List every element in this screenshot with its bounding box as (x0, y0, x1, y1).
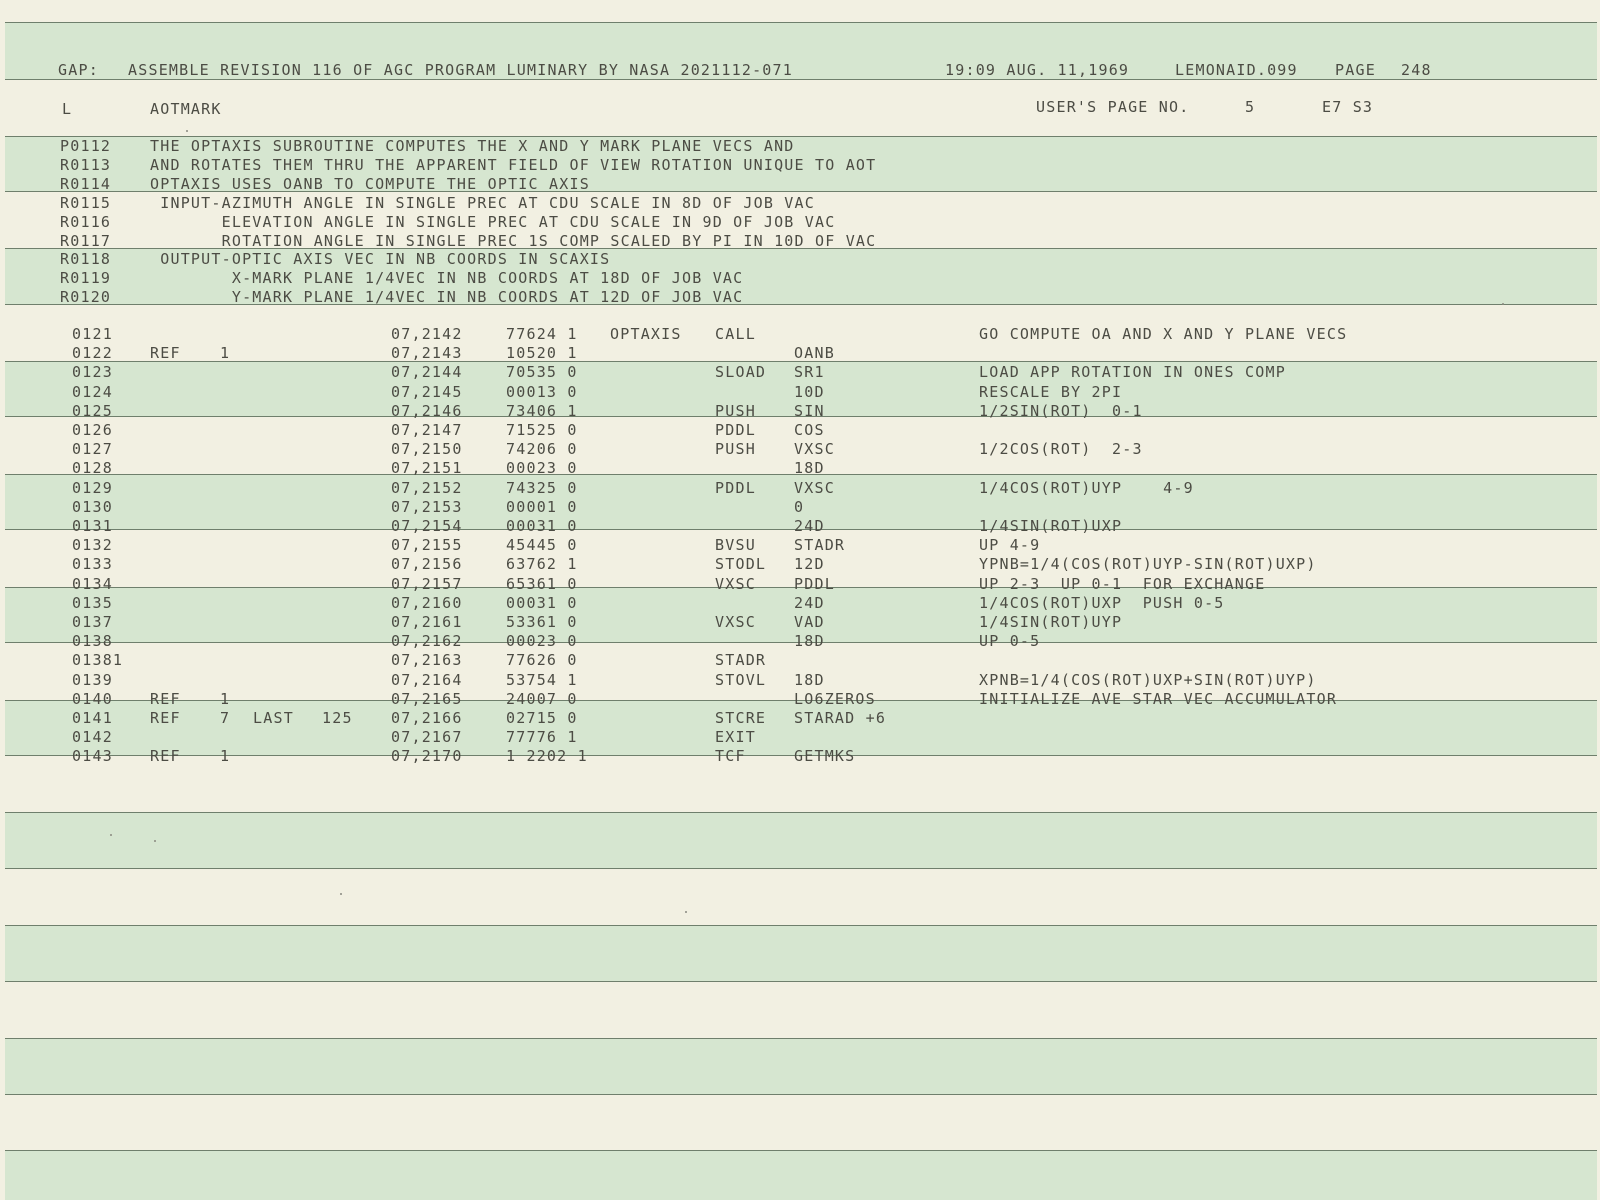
code-line-number: 0122 (72, 344, 113, 362)
code-word: 00031 0 (506, 517, 578, 535)
listing-title: ASSEMBLE REVISION 116 OF AGC PROGRAM LUMINARY BY NASA 2021112-071 (128, 61, 793, 79)
code-last: LAST (253, 709, 294, 727)
code-line-number: 0132 (72, 536, 113, 554)
comment-id: R0120 (60, 288, 112, 306)
code-word: 00023 0 (506, 459, 578, 477)
comment-text: ELEVATION ANGLE IN SINGLE PREC AT CDU SCALE IN 9D OF JOB VAC (150, 213, 836, 231)
code-operand: 24D (794, 517, 825, 535)
comment-text: ROTATION ANGLE IN SINGLE PREC 1S COMP SCALED BY PI IN 10D OF VAC (150, 232, 877, 250)
code-word: 45445 0 (506, 536, 578, 554)
code-word: 1 2202 1 (506, 747, 588, 765)
code-address: 07,2147 (391, 421, 463, 439)
code-address: 07,2165 (391, 690, 463, 708)
code-address: 07,2160 (391, 594, 463, 612)
code-address: 07,2154 (391, 517, 463, 535)
code-address: 07,2167 (391, 728, 463, 746)
code-line-number: 0128 (72, 459, 113, 477)
code-operand: LO6ZEROS (794, 690, 876, 708)
code-operand: SR1 (794, 363, 825, 381)
code-word: 70535 0 (506, 363, 578, 381)
code-operand: 24D (794, 594, 825, 612)
paper-speck (685, 911, 687, 913)
comment-id: R0118 (60, 250, 112, 268)
code-opcode: PUSH (715, 402, 756, 420)
green-band (5, 1038, 1597, 1095)
code-word: 53754 1 (506, 671, 578, 689)
comment-text: Y-MARK PLANE 1/4VEC IN NB COORDS AT 12D OF JOB VAC (150, 288, 744, 306)
code-line-number: 0125 (72, 402, 113, 420)
code-address: 07,2164 (391, 671, 463, 689)
code-comment: 1/4SIN(ROT)UYP (979, 613, 1123, 631)
comment-text: AND ROTATES THEM THRU THE APPARENT FIELD OF VIEW ROTATION UNIQUE TO AOT (150, 156, 877, 174)
code-word: 71525 0 (506, 421, 578, 439)
code-comment: UP 4-9 (979, 536, 1041, 554)
code-word: 63762 1 (506, 555, 578, 573)
code-opcode: PDDL (715, 421, 756, 439)
code-line-number: 0129 (72, 479, 113, 497)
code-word: 77624 1 (506, 325, 578, 343)
section-name: AOTMARK (150, 100, 222, 118)
code-opcode: BVSU (715, 536, 756, 554)
paper-speck (1502, 303, 1504, 305)
code-address: 07,2153 (391, 498, 463, 516)
code-operand: VXSC (794, 479, 835, 497)
code-word: 10520 1 (506, 344, 578, 362)
code-line-number: 0130 (72, 498, 113, 516)
code-opcode: SLOAD (715, 363, 767, 381)
comment-text: X-MARK PLANE 1/4VEC IN NB COORDS AT 18D OF JOB VAC (150, 269, 744, 287)
code-ref-count: 1 (220, 747, 231, 765)
comment-id: R0113 (60, 156, 112, 174)
code-comment: 1/4COS(ROT)UXP PUSH 0-5 (979, 594, 1225, 612)
code-word: 00013 0 (506, 383, 578, 401)
code-line-number: 0143 (72, 747, 113, 765)
code-ref: REF (150, 709, 181, 727)
code-address: 07,2151 (391, 459, 463, 477)
code-line-number: 0123 (72, 363, 113, 381)
code-address: 07,2142 (391, 325, 463, 343)
code-line-number: 0141 (72, 709, 113, 727)
comment-id: P0112 (60, 137, 112, 155)
page-label: PAGE (1335, 61, 1376, 79)
users-page-label: USER'S PAGE NO. (1036, 98, 1190, 116)
code-operand: 18D (794, 671, 825, 689)
code-line-number: 0121 (72, 325, 113, 343)
code-address: 07,2155 (391, 536, 463, 554)
code-word: 65361 0 (506, 575, 578, 593)
code-opcode: STODL (715, 555, 767, 573)
code-comment: 1/2SIN(ROT) 0-1 (979, 402, 1143, 420)
paper-speck (110, 834, 112, 836)
code-line-number: 0135 (72, 594, 113, 612)
code-word: 02715 0 (506, 709, 578, 727)
code-comment: 1/4COS(ROT)UYP 4-9 (979, 479, 1194, 497)
code-comment: 1/2COS(ROT) 2-3 (979, 440, 1143, 458)
code-opcode: STOVL (715, 671, 767, 689)
comment-id: R0119 (60, 269, 112, 287)
code-operand: COS (794, 421, 825, 439)
code-line-number: 0134 (72, 575, 113, 593)
comment-text: OUTPUT-OPTIC AXIS VEC IN NB COORDS IN SCAXIS (150, 250, 611, 268)
code-line-number: 0127 (72, 440, 113, 458)
code-comment: GO COMPUTE OA AND X AND Y PLANE VECS (979, 325, 1348, 343)
code-label: OPTAXIS (610, 325, 682, 343)
gap-label: GAP: (58, 61, 99, 79)
code-line-number: 0131 (72, 517, 113, 535)
code-address: 07,2156 (391, 555, 463, 573)
code-operand: VAD (794, 613, 825, 631)
comment-id: R0117 (60, 232, 112, 250)
code-opcode: STADR (715, 651, 767, 669)
code-address: 07,2157 (391, 575, 463, 593)
code-opcode: PDDL (715, 479, 756, 497)
code-operand: OANB (794, 344, 835, 362)
code-comment: XPNB=1/4(COS(ROT)UXP+SIN(ROT)UYP) (979, 671, 1317, 689)
section-code: E7 S3 (1322, 98, 1374, 116)
code-operand: 18D (794, 459, 825, 477)
code-word: 00001 0 (506, 498, 578, 516)
green-band (5, 925, 1597, 982)
code-ref-count: 1 (220, 690, 231, 708)
code-address: 07,2152 (391, 479, 463, 497)
code-comment: UP 0-5 (979, 632, 1041, 650)
code-line-number: 0126 (72, 421, 113, 439)
code-comment: UP 2-3 UP 0-1 FOR EXCHANGE (979, 575, 1266, 593)
code-operand: PDDL (794, 575, 835, 593)
code-opcode: EXIT (715, 728, 756, 746)
code-address: 07,2143 (391, 344, 463, 362)
comment-id: R0115 (60, 194, 112, 212)
page-number: 248 (1401, 61, 1432, 79)
code-operand: 0 (794, 498, 805, 516)
print-timestamp: 19:09 AUG. 11,1969 (945, 61, 1130, 79)
code-word: 77776 1 (506, 728, 578, 746)
code-ref-count: 1 (220, 344, 231, 362)
code-address: 07,2150 (391, 440, 463, 458)
code-line-number: 0142 (72, 728, 113, 746)
code-last-number: 125 (322, 709, 353, 727)
code-operand: STADR (794, 536, 846, 554)
comment-text: OPTAXIS USES OANB TO COMPUTE THE OPTIC AXIS (150, 175, 590, 193)
comment-text: INPUT-AZIMUTH ANGLE IN SINGLE PREC AT CDU SCALE IN 8D OF JOB VAC (150, 194, 815, 212)
code-word: 74206 0 (506, 440, 578, 458)
code-operand: STARAD +6 (794, 709, 887, 727)
code-comment: 1/4SIN(ROT)UXP (979, 517, 1123, 535)
code-line-number: 0124 (72, 383, 113, 401)
code-address: 07,2162 (391, 632, 463, 650)
code-opcode: PUSH (715, 440, 756, 458)
paper-speck (154, 840, 156, 842)
code-address: 07,2166 (391, 709, 463, 727)
code-operand: SIN (794, 402, 825, 420)
code-ref: REF (150, 690, 181, 708)
code-opcode: CALL (715, 325, 756, 343)
code-comment: INITIALIZE AVE STAR VEC ACCUMULATOR (979, 690, 1338, 708)
code-word: 53361 0 (506, 613, 578, 631)
code-comment: RESCALE BY 2PI (979, 383, 1123, 401)
code-address: 07,2170 (391, 747, 463, 765)
code-address: 07,2145 (391, 383, 463, 401)
code-word: 74325 0 (506, 479, 578, 497)
code-address: 07,2163 (391, 651, 463, 669)
code-line-number: 0133 (72, 555, 113, 573)
comment-id: R0116 (60, 213, 112, 231)
comment-id: R0114 (60, 175, 112, 193)
code-ref: REF (150, 344, 181, 362)
code-ref: REF (150, 747, 181, 765)
code-opcode: TCF (715, 747, 746, 765)
code-line-number: 0138 (72, 632, 113, 650)
code-word: 77626 0 (506, 651, 578, 669)
code-operand: GETMKS (794, 747, 856, 765)
code-word: 00031 0 (506, 594, 578, 612)
l-marker: L (62, 100, 73, 118)
code-opcode: STCRE (715, 709, 767, 727)
code-line-number: 0137 (72, 613, 113, 631)
deck-name: LEMONAID.099 (1175, 61, 1298, 79)
green-band (5, 812, 1597, 869)
code-word: 73406 1 (506, 402, 578, 420)
code-opcode: VXSC (715, 613, 756, 631)
code-word: 00023 0 (506, 632, 578, 650)
code-ref-count: 7 (220, 709, 231, 727)
paper-speck (340, 893, 342, 895)
comment-text: THE OPTAXIS SUBROUTINE COMPUTES THE X AND Y MARK PLANE VECS AND (150, 137, 795, 155)
paper-speck (186, 130, 188, 132)
code-comment: YPNB=1/4(COS(ROT)UYP-SIN(ROT)UXP) (979, 555, 1317, 573)
code-operand: 10D (794, 383, 825, 401)
code-line-number: 0139 (72, 671, 113, 689)
code-address: 07,2144 (391, 363, 463, 381)
green-band (5, 1150, 1597, 1200)
code-address: 07,2161 (391, 613, 463, 631)
code-operand: VXSC (794, 440, 835, 458)
code-operand: 12D (794, 555, 825, 573)
users-page-number: 5 (1245, 98, 1256, 116)
code-word: 24007 0 (506, 690, 578, 708)
code-operand: 18D (794, 632, 825, 650)
code-opcode: VXSC (715, 575, 756, 593)
code-line-number: 01381 (72, 651, 124, 669)
code-line-number: 0140 (72, 690, 113, 708)
code-address: 07,2146 (391, 402, 463, 420)
code-comment: LOAD APP ROTATION IN ONES COMP (979, 363, 1286, 381)
